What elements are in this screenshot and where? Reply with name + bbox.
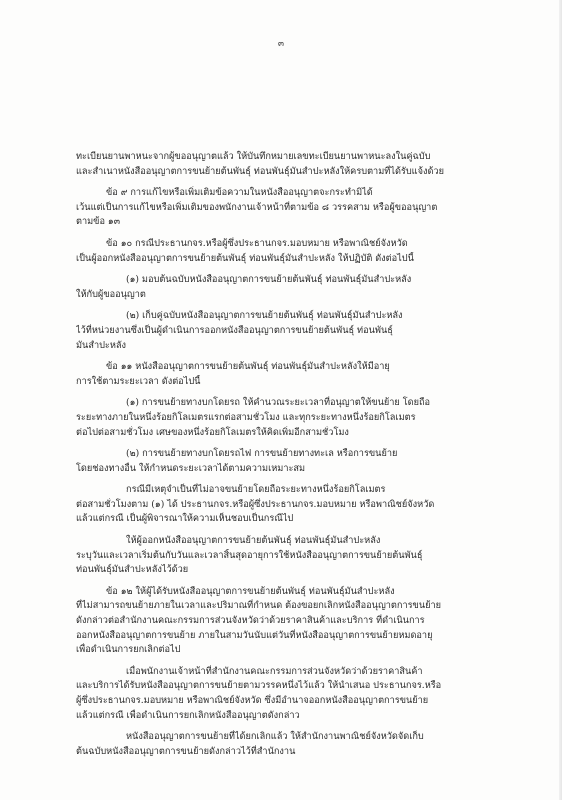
paragraph-gap: [76, 658, 498, 665]
text-line: หนังสืออนุญาตการขนย้ายที่ได้ยกเลิกแล้ว ให้สำนักงานพาณิชย์จังหวัดจัดเก็บ: [126, 731, 424, 743]
text-line: แล้วแต่กรณี เพื่อดำเนินการยกเลิกหนังสืออนุญาตดังกล่าว: [76, 709, 300, 721]
paragraph-gap: [76, 179, 498, 186]
paragraph-gap: [76, 723, 498, 730]
text-line: ให้ผู้ออกหนังสืออนุญาตการขนย้ายต้นพันธุ์ ท่อนพันธุ์มันสำปะหลัง: [126, 535, 381, 547]
paragraph-gap: [76, 353, 498, 360]
text-line: ผู้ซึ่งประธานกจร.มอบหมาย หรือพาณิชย์จังหวัด ซึ่งมีอำนาจออกหนังสืออนุญาตการขนย้าย: [76, 695, 429, 706]
text-line: ข้อ ๑๑ หนังสืออนุญาตการขนย้ายต้นพันธุ์ ท่อนพันธุ์มันสำปะหลังให้มีอายุ: [106, 361, 390, 373]
text-line: การใช้ตามระยะเวลา ดังต่อไปนี้: [76, 375, 201, 387]
paragraph: [76, 730, 498, 759]
text-line: ต่อสามชั่วโมงตาม (๑) ได้ ประธานกจร.หรือผู้ซึ่งประธานกจร.มอบหมาย หรือพาณิชย์จังหวัด: [76, 498, 435, 510]
page-number: ๓: [277, 39, 285, 49]
text-line: ระยะทางภายในหนึ่งร้อยกิโลเมตรแรกต่อสามชั่วโมง และทุกระยะทางหนึ่งร้อยกิโลเมตร: [76, 411, 416, 423]
text-line: กรณีมีเหตุจำเป็นที่ไม่อาจขนย้ายโดยถือระยะทางหนึ่งร้อยกิโลเมตร: [126, 484, 386, 496]
text-line: ที่ไม่สามารถขนย้ายภายในเวลาและปริมาณที่กำหนด ต้องขอยกเลิกหนังสืออนุญาตการขนย้าย: [76, 600, 442, 612]
paragraph-gap: [76, 578, 498, 585]
text-line: ต้นฉบับหนังสืออนุญาตการขนย้ายดังกล่าวไว้ที่สำนักงาน: [76, 745, 296, 757]
text-line: ข้อ ๑๒ ให้ผู้ได้รับหนังสืออนุญาตการขนย้ายต้นพันธุ์ ท่อนพันธุ์มันสำปะหลัง: [106, 585, 395, 597]
text-line: แล้วแต่กรณี เป็นผู้พิจารณาให้ความเห็นชอบเป็นกรณีไป: [76, 513, 294, 525]
text-line: ทะเบียนยานพาหนะจากผู้ขออนุญาตแล้ว ให้บันทึกหมายเลขทะเบียนยานพาหนะลงในคู่ฉบับ: [76, 151, 431, 162]
paragraph: [76, 483, 498, 527]
text-line: ตามข้อ ๑๓: [76, 216, 121, 228]
text-line: (๒) เก็บคู่ฉบับหนังสืออนุญาตการขนย้ายต้นพันธุ์ ท่อนพันธุ์มันสำปะหลัง: [126, 310, 403, 322]
paragraph-gap: [76, 440, 498, 447]
text-line: ให้กับผู้ขออนุญาต: [76, 288, 146, 300]
paragraph: [76, 186, 498, 230]
text-line: เป็นผู้ออกหนังสืออนุญาตการขนย้ายต้นพันธุ์ ท่อนพันธุ์มันสำปะหลัง ให้ปฏิบัติ ดังต่อไปนี้: [76, 252, 414, 264]
text-line: ข้อ ๑๐ กรณีประธานกจร.หรือผู้ซึ่งประธานกจร.มอบหมาย หรือพาณิชย์จังหวัด: [106, 237, 408, 249]
text-line: มันสำปะหลัง: [76, 339, 127, 351]
paragraph: [76, 396, 498, 440]
text-line: เว้นแต่เป็นการแก้ไขหรือเพิ่มเติมของพนักงานเจ้าหน้าที่ตามข้อ ๘ วรรคสาม หรือผู้ขออนุญาต: [76, 201, 438, 213]
text-line: ต่อไปต่อสามชั่วโมง เศษของหนึ่งร้อยกิโลเมตรให้คิดเพิ่มอีกสามชั่วโมง: [76, 426, 349, 438]
paragraph: [76, 534, 498, 578]
paragraph-gap: [76, 527, 498, 534]
paragraph-gap: [76, 476, 498, 483]
text-line: ระบุวันและเวลาเริ่มต้นกับวันและเวลาสิ้นสุดอายุการใช้หนังสืออนุญาตการขนย้ายต้นพันธุ์: [76, 549, 423, 561]
document-body: [76, 150, 498, 759]
text-line: ท่อนพันธุ์มันสำปะหลังไว้ด้วย: [76, 564, 189, 576]
paragraph: [76, 237, 498, 266]
paragraph: [76, 585, 498, 658]
paragraph: [76, 360, 498, 389]
paragraph-gap: [76, 230, 498, 237]
paragraph: [76, 309, 498, 353]
text-line: (๑) มอบต้นฉบับหนังสืออนุญาตการขนย้ายต้นพันธุ์ ท่อนพันธุ์มันสำปะหลัง: [126, 274, 412, 286]
paragraph: [76, 665, 498, 723]
paragraph-gap: [76, 302, 498, 309]
text-line: เพื่อดำเนินการยกเลิกต่อไป: [76, 644, 181, 656]
paragraph: [76, 273, 498, 302]
text-line: ไว้ที่หน่วยงานซึ่งเป็นผู้ดำเนินการออกหนังสืออนุญาตการขนย้ายต้นพันธุ์ ท่อนพันธุ์: [76, 324, 393, 336]
paragraph: [76, 447, 498, 476]
paragraph: [76, 150, 498, 179]
text-line: และสำเนาหนังสืออนุญาตการขนย้ายต้นพันธุ์ ท่อนพันธุ์มันสำปะหลังให้ครบตามที่ได้รับแจ้งด้วย: [76, 165, 444, 177]
text-line: (๑) การขนย้ายทางบกโดยรถ ให้คำนวณระยะเวลาที่อนุญาตให้ขนย้าย โดยถือ: [126, 397, 431, 409]
text-line: (๒) การขนย้ายทางบกโดยรถไฟ การขนย้ายทางทะเล หรือการขนย้าย: [126, 448, 398, 460]
text-line: โดยช่องทางอื่น ให้กำหนดระยะเวลาได้ตามความเหมาะสม: [76, 462, 306, 474]
text-line: ออกหนังสืออนุญาตการขนย้าย ภายในสามวันนับแต่วันที่หนังสืออนุญาตการขนย้ายหมดอายุ: [76, 629, 433, 641]
text-line: และบริการได้รับหนังสืออนุญาตการขนย้ายตามวรรคหนึ่งไว้แล้ว ให้นำเสนอ ประธานกจร.หรือ: [76, 680, 442, 692]
text-line: ข้อ ๙ การแก้ไขหรือเพิ่มเติมข้อความในหนังสืออนุญาตจะกระทำมิได้: [106, 187, 373, 199]
paragraph-gap: [76, 266, 498, 273]
text-line: ดังกล่าวต่อสำนักงานคณะกรรมการส่วนจังหวัดว่าด้วยราคาสินค้าและบริการ ที่ดำเนินการ: [76, 615, 425, 627]
text-line: เมื่อพนักงานเจ้าหน้าที่สำนักงานคณะกรรมการส่วนจังหวัดว่าด้วยราคาสินค้า: [126, 665, 423, 677]
paragraph-gap: [76, 389, 498, 396]
